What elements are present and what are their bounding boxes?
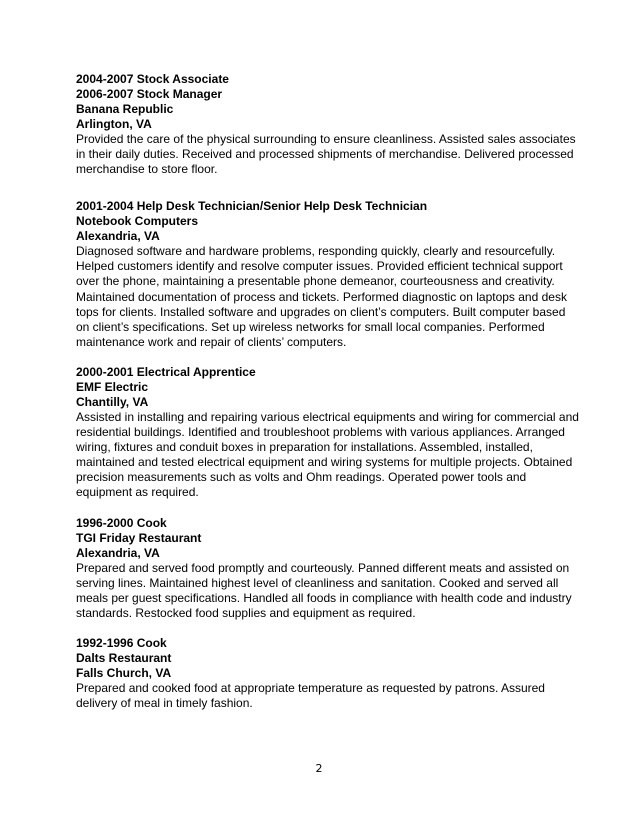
job-title: 2000-2001 Electrical Apprentice (76, 364, 256, 379)
job-location: Chantilly, VA (76, 394, 149, 409)
employer-name: Dalts Restaurant (76, 650, 172, 665)
description-line: tops for clients. Installed software and upgrades on client’s computers. Built computer based (76, 304, 566, 319)
job-location: Alexandria, VA (76, 545, 160, 560)
job-title: 2004-2007 Stock Associate (76, 72, 229, 86)
job-location: Alexandria, VA (76, 229, 160, 244)
page-number: 2 (315, 762, 323, 775)
job-location: Arlington, VA (76, 117, 152, 131)
description-line: standards. Restocked food supplies and equipment as required. (76, 605, 416, 620)
description-line: Prepared and served food promptly and courteously. Panned different meats and assisted on (76, 560, 570, 575)
description-line: Prepared and cooked food at appropriate temperature as requested by patrons. Assured (76, 680, 545, 695)
job-description (76, 681, 566, 711)
employer-name: TGI Friday Restaurant (76, 530, 202, 545)
job-entry-dalts-cook (76, 636, 566, 711)
job-description (76, 132, 576, 177)
employer-name: Banana Republic (76, 102, 174, 116)
job-entry-tgi-friday-cook (76, 515, 572, 621)
job-description (76, 244, 566, 350)
description-line: delivery of meal in timely fashion. (76, 695, 253, 710)
description-line: maintained and tested electrical equipment and wiring systems for multiple projects. Obtained (76, 455, 573, 470)
job-entry-stock-associate (76, 72, 576, 177)
employer-name: EMF Electric (76, 379, 149, 394)
job-title-secondary: 2006-2007 Stock Manager (76, 87, 223, 101)
job-description (76, 560, 572, 621)
description-line: Maintained documentation of process and tickets. Performed diagnostic on laptops and desk (76, 289, 567, 304)
job-entry-electrical-apprentice (76, 364, 579, 501)
description-line: meals per guest specifications. Handled all foods in compliance with health code and industry (76, 590, 572, 605)
job-title: 1996-2000 Cook (76, 515, 167, 530)
description-line: wiring, fixtures and conduit boxes in preparation for installations. Assembled, installed, (76, 440, 533, 455)
description-line: Diagnosed software and hardware problems, responding quickly, clearly and resourcefully. (76, 244, 556, 259)
description-line: equipment as required. (76, 485, 199, 500)
description-line: maintenance work and repair of clients’ computers. (76, 334, 347, 349)
job-title: 1992-1996 Cook (76, 635, 167, 650)
resume-page (76, 72, 579, 726)
description-line: precision measurements such as volts and Ohm readings. Operated power tools and (76, 470, 527, 485)
description-line: on client’s specifications. Set up wireless networks for small local companies. Performed (76, 319, 545, 334)
description-line: in their daily duties. Received and processed shipments of merchandise. Delivered processed (76, 147, 574, 162)
description-line: residential buildings. Identified and troubleshoot problems with various appliances. Arranged (76, 425, 565, 440)
job-entry-help-desk (76, 199, 566, 350)
job-location: Falls Church, VA (76, 665, 172, 680)
description-line: over the phone, maintaining a presentable phone demeanor, courteousness and creativity. (76, 274, 555, 289)
job-title: 2001-2004 Help Desk Technician/Senior Help Desk Technician (76, 199, 428, 214)
employer-name: Notebook Computers (76, 214, 199, 229)
description-line: merchandise to store floor. (76, 162, 218, 177)
job-description (76, 409, 579, 501)
description-line: Assisted in installing and repairing various electrical equipments and wiring for commercial and (76, 409, 579, 424)
description-line: Helped customers identify and resolve computer issues. Provided efficient technical support (76, 259, 563, 274)
description-line: serving lines. Maintained highest level of cleanliness and sanitation. Cooked and served all (76, 575, 559, 590)
description-line: Provided the care of the physical surrounding to ensure cleanliness. Assisted sales associates (76, 132, 576, 146)
